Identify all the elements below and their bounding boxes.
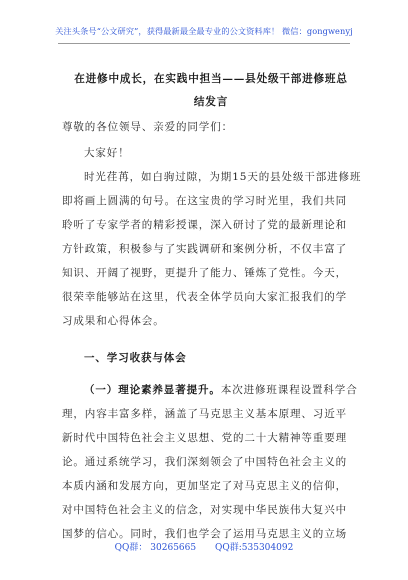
footer-qq-group-2[interactable]: QQ群:535304092 <box>214 543 294 553</box>
paragraph-line: 聆听了专家学者的精彩授课，深入研讨了党的最新理论和 <box>62 219 347 231</box>
paragraph-line: 论。通过系统学习，我们深刻领会了中国特色社会主义的 <box>62 456 347 468</box>
subsection-heading: （一）理论素养显著提升。 <box>84 384 221 396</box>
paragraph-line: 习成果和心得体会。 <box>62 315 165 327</box>
paragraph-line: 知识、开阔了视野，更提升了能力、锤炼了党性。今天， <box>62 267 347 279</box>
salutation: 尊敬的各位领导、亲爱的同学们： <box>62 121 233 133</box>
paragraph-line: 对中国特色社会主义的信念，对实现中华民族伟大复兴中 <box>62 504 347 516</box>
paragraph-line: 时光荏苒，如白驹过隙，为期15天的县处级干部进修班 <box>84 171 362 183</box>
greeting: 大家好！ <box>84 147 130 159</box>
footer <box>0 540 408 553</box>
paragraph-line: 理，内容丰富多样，涵盖了马克思主义基本原理、习近平 <box>62 408 347 420</box>
paragraph-line: 即将画上圆满的句号。在这宝贵的学习时光里，我们共同 <box>62 195 347 207</box>
paragraph-line: 国梦的信心。同时，我们也学会了运用马克思主义的立场 <box>62 528 347 540</box>
section-heading: 一、学习收获与体会 <box>84 352 187 364</box>
footer-qq-group-1[interactable]: QQ群： 30265665 <box>114 543 197 553</box>
paragraph-line: 方针政策，积极参与了实践调研和案例分析，不仅丰富了 <box>62 243 347 255</box>
paragraph-line: 新时代中国特色社会主义思想、党的二十大精神等重要理 <box>62 432 347 444</box>
subsection-first-line <box>84 384 358 397</box>
paragraph-line: 本质内涵和发展方向，更加坚定了对马克思主义的信仰， <box>62 480 347 492</box>
paragraph-line: 本次进修班课程设置科学合 <box>220 384 358 396</box>
document-title: 在进修中成长，在实践中担当——县处级干部进修班总结发言 <box>74 73 348 108</box>
paragraph-line: 很荣幸能够站在这里，代表全体学员向大家汇报我们的学 <box>62 291 347 303</box>
header-banner[interactable]: 关注头条号“公文研究”，获得最新最全最专业的公文资料库！ 微信：gongwenyj <box>55 26 353 36</box>
header-divider <box>58 43 350 44</box>
